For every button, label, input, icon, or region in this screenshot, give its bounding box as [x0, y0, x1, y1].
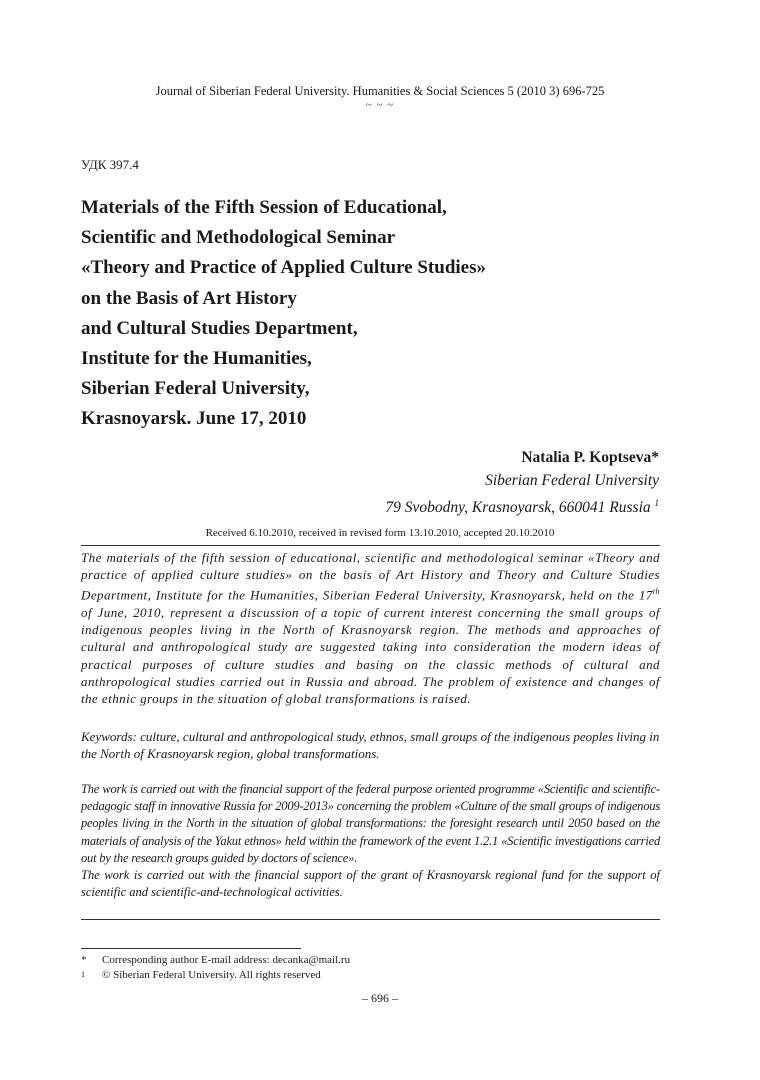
abstract — [81, 549, 660, 707]
title-line: and Cultural Studies Department, — [81, 317, 358, 339]
footnote-mark: * — [81, 954, 87, 966]
abstract-superscript: th — [652, 587, 660, 597]
title-line: Krasnoyarsk. June 17, 2010 — [81, 408, 307, 430]
title-line: «Theory and Practice of Applied Culture Studies» — [81, 257, 486, 279]
footnote-mark: 1 — [81, 969, 85, 979]
address-footnote-mark: 1 — [654, 498, 659, 508]
page-number: – 696 – — [362, 991, 398, 1005]
author-address: 79 Svobodny, Krasnoyarsk, 660041 Russia — [385, 499, 651, 517]
funding-bottom-rule — [81, 919, 660, 920]
footnote — [81, 968, 660, 983]
title-line: Scientific and Methodological Seminar — [81, 227, 396, 249]
author-name: Natalia P. Koptseva* — [521, 449, 659, 466]
abstract-part-1: The materials of the fifth session of educational, scientific and methodological seminar «Theory and practice of applied culture studies» on the basis of Art History and Theory and Culture Studies Department, Institute for the Humanities, Siberian Federal University, Krasnoyarsk, held on the 17 — [81, 550, 660, 603]
received-dates: Received 6.10.2010, received in revised form 13.10.2010, accepted 20.10.2010 — [205, 527, 555, 539]
footnotes — [81, 953, 660, 982]
title-line: Siberian Federal University, — [81, 378, 310, 400]
keywords: Keywords: culture, cultural and anthropological study, ethnos, small groups of the indigenous peoples living in the North of Krasnoyarsk region, global transformations. — [81, 729, 660, 762]
funding-paragraph: The work is carried out with the financial support of the federal purpose oriented programme «Scientific and scientific-pedagogic staff in innovative Russia for 2009-2013» concerning the problem «Culture of the small groups of indigenous peoples living in the North in the situation of global transformations: the foresight research until 2050 based on the materials of analysis of the Yakut ethnos» held within the framework of the event 1.2.1 «Scientific investigations carried out by the research groups guided by doctors of science». — [81, 782, 660, 865]
title-line: Institute for the Humanities, — [81, 348, 312, 370]
author-affiliation: Siberian Federal University — [485, 472, 659, 489]
footnote-rule — [81, 948, 301, 949]
footnote — [81, 953, 660, 968]
article-title — [81, 193, 681, 435]
funding-paragraph: The work is carried out with the financial support of the grant of Krasnoyarsk regional fund for the support of scientific and scientific-and-technological activities. — [81, 868, 660, 900]
author-address-line — [385, 492, 659, 519]
footnote-text: © Siberian Federal University. All rights reserved — [102, 968, 321, 981]
abstract-top-rule — [81, 545, 660, 546]
abstract-part-2: of June, 2010, represent a discussion of a topic of current interest concerning the small groups of indigenous peoples living in the North of Krasnoyarsk region. The methods and approaches of cultural and anthropological study are suggested taking into consideration the modern ideas of practical purposes of culture studies and basing on the classic methods of cultural and anthropological studies carried out in Russia and abroad. The problem of existence and changes of the ethnic groups in the situation of global transformations is raised. — [81, 604, 660, 706]
udk-code: УДК 397.4 — [81, 157, 139, 172]
funding-note — [81, 781, 660, 901]
journal-header: Journal of Siberian Federal University. Humanities & Social Sciences 5 (2010 3) 696-725 — [155, 84, 605, 98]
header-ornament: ~ ~ ~ — [365, 99, 395, 111]
title-line: on the Basis of Art History — [81, 287, 297, 309]
footnote-text: Corresponding author E-mail address: decanka@mail.ru — [102, 954, 351, 966]
title-line: Materials of the Fifth Session of Educational, — [81, 197, 447, 218]
author-block — [385, 446, 659, 519]
